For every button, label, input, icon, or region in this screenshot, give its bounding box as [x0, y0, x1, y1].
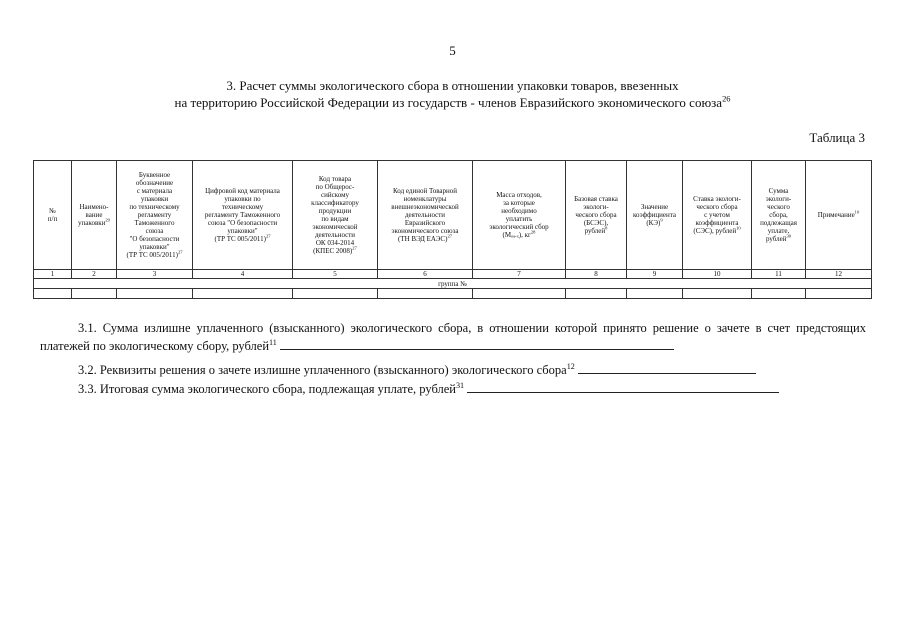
header-cell-5 — [293, 161, 378, 270]
header-cell-10 — [683, 161, 752, 270]
header-text: № п/п — [47, 207, 58, 223]
header-text: Примечание — [817, 211, 855, 219]
section-title-line1: 3. Расчет суммы экологического сбора в отношении упаковки товаров, ввезенных — [226, 78, 679, 93]
section-title — [40, 77, 865, 111]
page-number: 5 — [449, 43, 456, 58]
header-text: Код единой Товарной номенклатуры внешнеэкономической деятельности Евразийского экономического союза (ТН ВЭД ЕАЭС) — [391, 187, 459, 243]
group-label: группа № — [34, 279, 872, 289]
header-cell-4 — [193, 161, 293, 270]
table-cell[interactable] — [473, 289, 566, 299]
header-cell-2 — [72, 161, 117, 270]
item-text: 3.3. Итоговая сумма экологического сбора, подлежащая уплате, рублей — [78, 382, 456, 396]
header-cell-1 — [34, 161, 72, 270]
table-cell[interactable] — [752, 289, 806, 299]
footnote-ref: 28 — [530, 229, 536, 235]
footnote-ref: 10 — [854, 209, 860, 215]
footnote-ref: 27 — [447, 233, 452, 239]
column-number: 3 — [117, 270, 193, 279]
footnote-ref: 27 — [352, 245, 357, 251]
column-number: 5 — [293, 270, 378, 279]
header-text: Код товара по Общерос- сийскому классификатору продукции по видам экономической деятельности ОК 034-2014 (КПЕС 2008) — [311, 175, 359, 255]
fill-in-line[interactable] — [467, 380, 779, 393]
header-text: Базовая ставка экологи- ческого сбора (БСЭС), рублей — [574, 195, 618, 235]
fill-in-line[interactable] — [280, 337, 674, 350]
header-text: Сумма экологи- ческого сбора, подлежащая уплате, рублей — [760, 187, 797, 243]
column-number: 10 — [683, 270, 752, 279]
table-cell[interactable] — [34, 289, 72, 299]
footnote-ref: 12 — [566, 361, 575, 371]
section-title-line2-text: на территорию Российской Федерации из государств - членов Евразийского экономического союза — [174, 95, 723, 110]
header-row — [34, 161, 872, 270]
table-cell[interactable] — [806, 289, 872, 299]
footnote-ref: 26 — [722, 93, 731, 104]
item-3-1 — [40, 320, 866, 355]
header-text: Значение коэффициента (КЭ) — [633, 203, 676, 227]
table-cell[interactable] — [117, 289, 193, 299]
footnote-ref: 27 — [265, 233, 271, 239]
header-cell-8 — [566, 161, 627, 270]
item-3-3 — [40, 380, 866, 398]
header-cell-9 — [627, 161, 683, 270]
table-cell[interactable] — [627, 289, 683, 299]
fill-in-line[interactable] — [578, 361, 756, 374]
column-number: 12 — [806, 270, 872, 279]
column-number: 11 — [752, 270, 806, 279]
column-number: 9 — [627, 270, 683, 279]
section-title-line2 — [40, 94, 865, 111]
table-cell[interactable] — [378, 289, 473, 299]
table-cell[interactable] — [566, 289, 627, 299]
column-number: 4 — [193, 270, 293, 279]
header-text: Цифровой код материала упаковки по техническому регламенту Таможенного союза "О безопасности упаковки" (ТР ТС 005/2011) — [204, 187, 281, 243]
column-number: 2 — [72, 270, 117, 279]
footnote-ref: 9 — [660, 217, 663, 223]
header-cell-12 — [806, 161, 872, 270]
footnote-ref: 10 — [736, 225, 741, 231]
column-number: 6 — [378, 270, 473, 279]
group-row — [34, 279, 872, 289]
table-row — [34, 289, 872, 299]
column-number: 7 — [473, 270, 566, 279]
header-text: Масса отходов, за которые необходимо уплатить экологический сбор (Mₒₐ.ₓ), кг — [489, 191, 549, 239]
footnote-ref: 29 — [105, 217, 110, 223]
column-number: 8 — [566, 270, 627, 279]
ecofee-table — [33, 160, 872, 299]
item-text: 3.2. Реквизиты решения о зачете излишне уплаченного (взысканного) экологического сбора — [78, 363, 567, 377]
footnote-ref: 30 — [786, 233, 792, 239]
footnote-ref: 11 — [269, 337, 277, 347]
header-cell-7 — [473, 161, 566, 270]
table-caption: Таблица 3 — [809, 130, 865, 145]
header-text: Наимено- вание упаковки — [78, 203, 109, 227]
header-cell-6 — [378, 161, 473, 270]
footnote-ref: 31 — [456, 380, 465, 390]
table-cell[interactable] — [72, 289, 117, 299]
footnote-ref: 8 — [605, 225, 608, 231]
table-cell[interactable] — [293, 289, 378, 299]
table-cell[interactable] — [683, 289, 752, 299]
column-number: 1 — [34, 270, 72, 279]
item-3-2 — [40, 361, 866, 379]
header-text: Ставка экологи- ческого сбора с учетом коэффициента (СЭС), рублей — [693, 195, 741, 235]
header-cell-11 — [752, 161, 806, 270]
header-text: Буквенное обозначение с материала упаковки по техническому регламенту Таможенного союза "О безопасности упаковки" (ТР ТС 005/2011) — [126, 171, 180, 259]
footnote-ref: 27 — [177, 249, 183, 255]
table-cell[interactable] — [193, 289, 293, 299]
column-number-row — [34, 270, 872, 279]
item-text: 3.1. Сумма излишне уплаченного (взысканного) экологического сбора, в отношении которой принято решение о зачете в счет предстоящих платежей по экологическому сбору, рублей — [40, 321, 866, 353]
header-cell-3 — [117, 161, 193, 270]
